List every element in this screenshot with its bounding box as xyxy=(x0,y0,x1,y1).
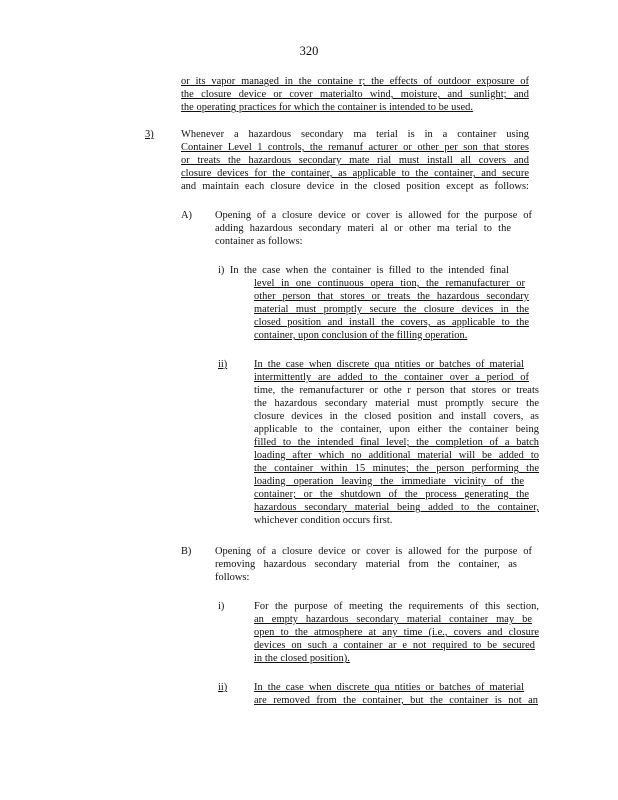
page-number: 320 xyxy=(299,44,319,58)
item-b-i-line: open to the atmosphere at any time (i.e., covers and closure xyxy=(254,627,539,638)
item-a-ii-line: whichever condition occurs first. xyxy=(254,515,393,526)
item-a-ii-line: loading after which no additional material will be added to xyxy=(254,450,539,461)
item-3-marker: 3) xyxy=(145,129,154,140)
item-a-line: Opening of a closure device or cover is allowed for the purpose of xyxy=(215,210,532,221)
intro-line: the operating practices for which the container is intended to be used. xyxy=(181,102,474,113)
item-a-ii-line: intermittently are added to the container over a period of xyxy=(254,372,529,383)
item-b-i-line: an empty hazardous secondary material container may be xyxy=(254,614,532,625)
item-3-line: closure devices for the container, as applicable to the container, and secure xyxy=(181,168,529,179)
item-a-line: container as follows: xyxy=(215,236,303,247)
item-b-line: removing hazardous secondary material from the container, as xyxy=(215,559,517,570)
item-b-i-line: For the purpose of meeting the requirements of this section, xyxy=(254,601,539,612)
item-a-ii-line: filled to the intended final level; the completion of a batch xyxy=(254,437,539,448)
item-a-ii-line: applicable to the container, upon either the container being xyxy=(254,424,539,435)
item-3-line: Container Level 1 controls, the remanuf acturer or other per son that stores xyxy=(181,142,529,153)
item-a-ii-line: container; or the shutdown of the process generating the xyxy=(254,489,529,500)
item-b-ii-line: are removed from the container, but the container is not an xyxy=(254,695,538,706)
item-b-i-line: in the closed position). xyxy=(254,653,350,664)
item-3-line: Whenever a hazardous secondary ma terial is in a container using xyxy=(181,129,529,140)
item-a-ii-line: In the case when discrete qua ntities or batches of material xyxy=(254,359,524,370)
item-3-line: or treats the hazardous secondary mate rial must install all covers and xyxy=(181,155,529,166)
item-3-line: and maintain each closure device in the closed position except as follows: xyxy=(181,181,529,192)
item-b-line: Opening of a closure device or cover is allowed for the purpose of xyxy=(215,546,532,557)
item-b-marker: B) xyxy=(181,546,192,557)
item-b-i-marker: i) xyxy=(218,601,225,612)
item-a-ii-line: closure devices in the closed position and install covers, as xyxy=(254,411,539,422)
item-a-i-line: i) In the case when the container is filled to the intended final xyxy=(218,265,509,276)
item-a-ii-line: the hazardous secondary material must promptly secure the xyxy=(254,398,539,409)
item-b-line: follows: xyxy=(215,572,250,583)
item-a-i-line: other person that stores or treats the hazardous secondary xyxy=(254,291,529,302)
item-a-i-line: material must promptly secure the closure devices in the xyxy=(254,304,529,315)
item-b-ii-line: In the case when discrete qua ntities or batches of material xyxy=(254,682,524,693)
item-a-ii-line: hazardous secondary material being added to the container, xyxy=(254,502,539,513)
item-a-line: adding hazardous secondary materi al or other ma terial to the xyxy=(215,223,511,234)
item-a-ii-line: the container within 15 minutes; the person performing the xyxy=(254,463,539,474)
item-a-ii-line: loading operation leaving the immediate vicinity of the xyxy=(254,476,524,487)
item-a-i-line: container, upon conclusion of the filling operation. xyxy=(254,330,468,341)
item-a-ii-marker: ii) xyxy=(218,359,228,370)
item-a-i-line: closed position and install the covers, as applicable to the xyxy=(254,317,529,328)
intro-line: the closure device or cover materialto wind, moisture, and sunlight; and xyxy=(181,89,529,100)
item-a-ii-line: time, the remanufacturer or othe r person that stores or treats xyxy=(254,385,539,396)
item-a-marker: A) xyxy=(181,210,192,221)
item-b-i-line: devices on such a container ar e not required to be secured xyxy=(254,640,535,651)
item-a-i-line: level in one continuous opera tion, the remanufacturer or xyxy=(254,278,525,289)
intro-line: or its vapor managed in the containe r; the effects of outdoor exposure of xyxy=(181,76,529,87)
item-b-ii-marker: ii) xyxy=(218,682,228,693)
